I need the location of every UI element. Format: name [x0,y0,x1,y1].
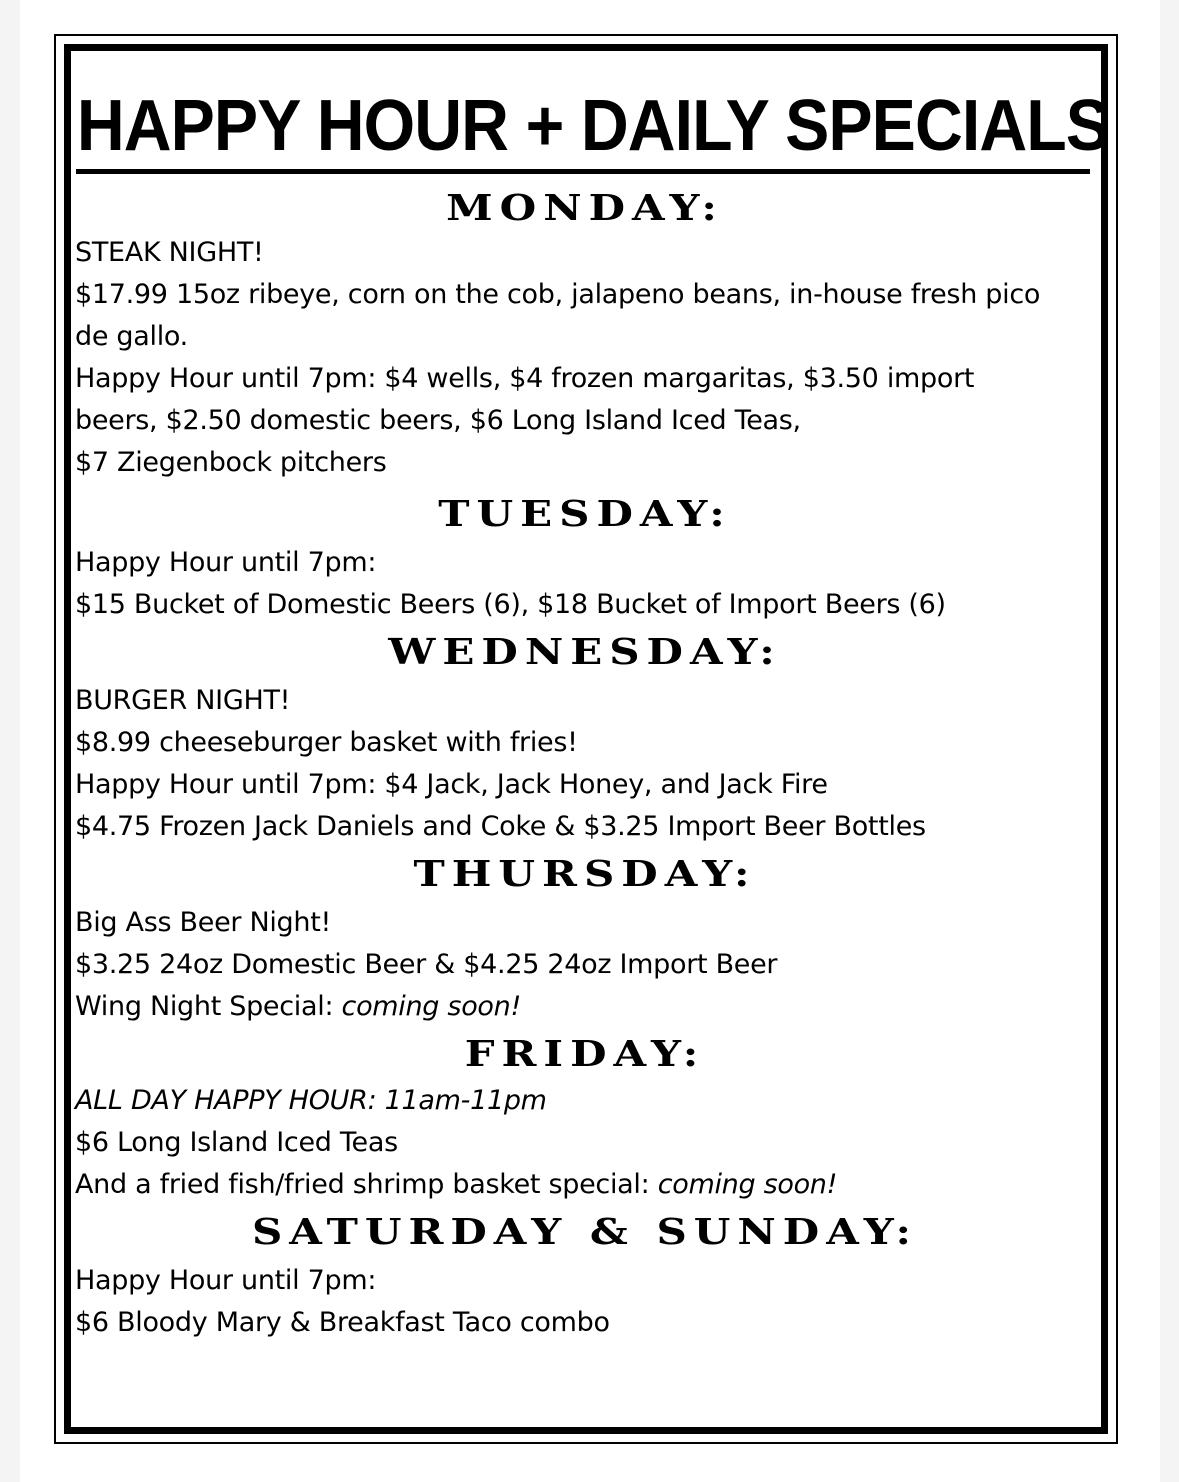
wednesday-heading: WEDNESDAY: [388,630,782,673]
friday-all-day-line: ALL DAY HAPPY HOUR: 11am-11pm [75,1085,547,1116]
monday-heading: MONDAY: [446,186,724,229]
wednesday-line: BURGER NIGHT! [75,685,291,716]
monday-line: $17.99 15oz ribeye, corn on the cob, jalapeno beans, in-house fresh pico [75,279,1041,310]
menu-content [75,55,1110,1346]
wednesday-line: $4.75 Frozen Jack Daniels and Coke & $3.25 Import Beer Bottles [75,811,926,842]
tuesday-line: $15 Bucket of Domestic Beers (6), $18 Bucket of Import Beers (6) [75,589,946,620]
weekend-heading: SATURDAY & SUNDAY: [251,1210,919,1253]
friday-heading: FRIDAY: [464,1032,706,1075]
fish-coming-soon: coming soon! [657,1169,838,1200]
monday-line: de gallo. [75,321,188,352]
thursday-section [75,850,1095,1028]
weekend-section [75,1208,1095,1344]
fish-prefix: And a fried fish/fried shrimp basket special: [75,1169,658,1200]
monday-section [75,184,1095,484]
friday-line: $6 Long Island Iced Teas [75,1127,398,1158]
friday-fish-line [75,1164,1095,1206]
monday-line: Happy Hour until 7pm: $4 wells, $4 frozen margaritas, $3.50 import [75,363,975,394]
wing-coming-soon: coming soon! [341,991,521,1022]
wednesday-section [75,628,1095,848]
weekend-line: Happy Hour until 7pm: [75,1265,377,1296]
monday-line: beers, $2.50 domestic beers, $6 Long Island Iced Teas, [75,405,801,436]
monday-line: STEAK NIGHT! [75,237,264,268]
thursday-wing-line [75,986,1095,1028]
page-title: HAPPY HOUR + DAILY SPECIALS [76,86,1110,166]
weekend-line: $6 Bloody Mary & Breakfast Taco combo [75,1307,610,1338]
tuesday-line: Happy Hour until 7pm: [75,547,377,578]
thursday-line: $3.25 24oz Domestic Beer & $4.25 24oz Import Beer [75,949,778,980]
monday-line: $7 Ziegenbock pitchers [75,447,387,478]
title-underline [76,169,1090,174]
wednesday-line: $8.99 cheeseburger basket with fries! [75,727,578,758]
tuesday-section [75,490,1095,626]
friday-section [75,1030,1095,1206]
thursday-line: Big Ass Beer Night! [75,907,332,938]
thursday-heading: THURSDAY: [413,852,757,895]
tuesday-heading: TUESDAY: [438,492,732,535]
wing-prefix: Wing Night Special: [75,991,342,1022]
wednesday-line: Happy Hour until 7pm: $4 Jack, Jack Honey, and Jack Fire [75,769,828,800]
